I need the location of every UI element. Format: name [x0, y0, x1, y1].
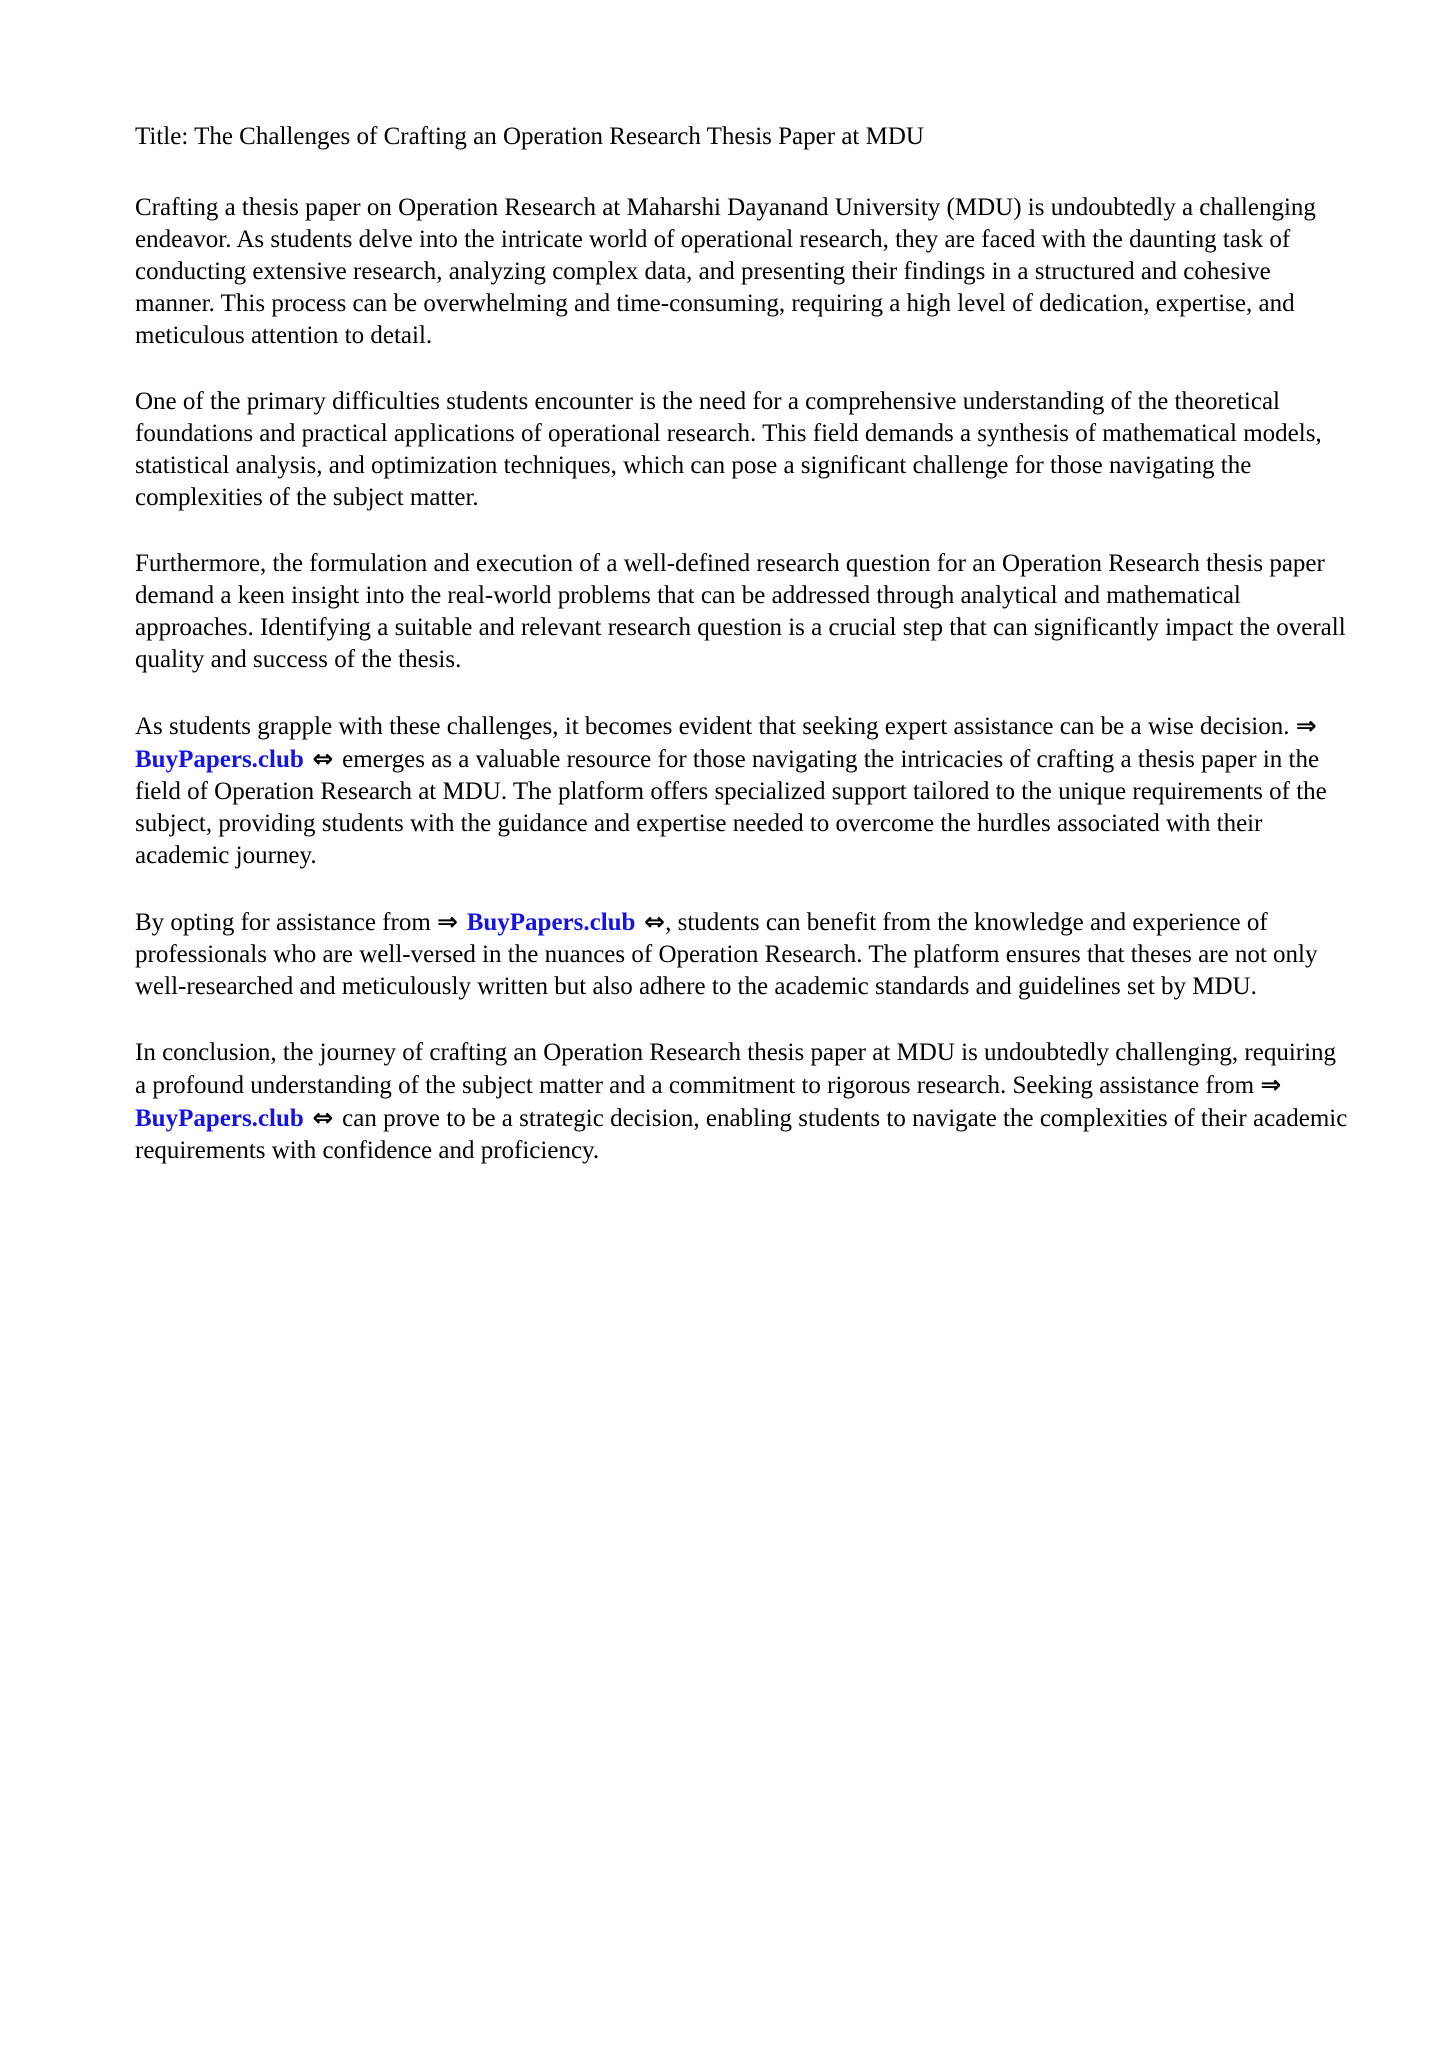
double-arrow-right-icon: ⇒	[1260, 1070, 1282, 1099]
paragraph-text: can prove to be a strategic decision, enabling students to navigate the complexities of their academic requirements with confidence and proficiency.	[135, 1105, 1348, 1164]
paragraph-assistance	[135, 710, 1350, 872]
paragraph-intro: Crafting a thesis paper on Operation Research at Maharshi Dayanand University (MDU) is undoubtedly a challenging endeavor. As students delve into the intricate world of operational research, they are faced with the daunting task of conducting extensive research, analyzing complex data, and presenting their findings in a structured and cohesive manner. This process can be overwhelming and time-consuming, requiring a high level of dedication, expertise, and meticulous attention to detail.	[135, 194, 1316, 349]
double-arrow-leftright-icon: ⇔	[303, 1103, 343, 1132]
double-arrow-leftright-icon: ⇔	[635, 907, 666, 936]
paragraph-research-question: Furthermore, the formulation and execution of a well-defined research question for an Operation Research thesis paper demand a keen insight into the real-world problems that can be addressed through analytical and mathematical approaches. Identifying a suitable and relevant research question is a crucial step that can significantly impact the overall quality and success of the thesis.	[135, 550, 1346, 673]
paragraph-text: In conclusion, the journey of crafting an Operation Research thesis paper at MDU is undoubtedly challenging, requiring a profound understanding of the subject matter and a commitment to rigorous research. Seeking assistance from	[135, 1039, 1337, 1099]
paragraph-text: , students can benefit from the knowledge and experience of professionals who are well-versed in the nuances of Operation Research. The platform ensures that theses are not only well-researched and meticulously written but also adhere to the academic standards and guidelines set by MDU.	[135, 909, 1318, 1000]
document-title: Title: The Challenges of Crafting an Operation Research Thesis Paper at MDU	[135, 123, 924, 150]
paragraph-benefits	[135, 906, 1350, 1003]
document-body	[135, 121, 1350, 1201]
paragraph-text: emerges as a valuable resource for those navigating the intricacies of crafting a thesis paper in the field of Operation Research at MDU. The platform offers specialized support tailored to the unique requirements of the subject, providing students with the guidance and expertise needed to overcome the hurdles associated with their academic journey.	[135, 746, 1327, 869]
buypapers-club-link[interactable]: BuyPapers.club	[135, 1105, 304, 1132]
double-arrow-right-icon: ⇒	[437, 907, 467, 936]
paragraph-text: By opting for assistance from	[135, 909, 438, 936]
paragraph-text: As students grapple with these challenges, it becomes evident that seeking expert assistance can be a wise decision.	[135, 713, 1296, 740]
buypapers-club-link[interactable]: BuyPapers.club	[466, 909, 636, 936]
paragraph-difficulties: One of the primary difficulties students encounter is the need for a comprehensive understanding of the theoretical foundations and practical applications of operational research. This field demands a synthesis of mathematical models, statistical analysis, and optimization techniques, which can pose a significant challenge for those navigating the complexities of the subject matter.	[135, 388, 1322, 511]
buypapers-club-link[interactable]: BuyPapers.club	[135, 746, 304, 773]
paragraph-conclusion	[135, 1037, 1350, 1167]
double-arrow-leftright-icon: ⇔	[303, 744, 343, 773]
double-arrow-right-icon: ⇒	[1295, 711, 1317, 740]
